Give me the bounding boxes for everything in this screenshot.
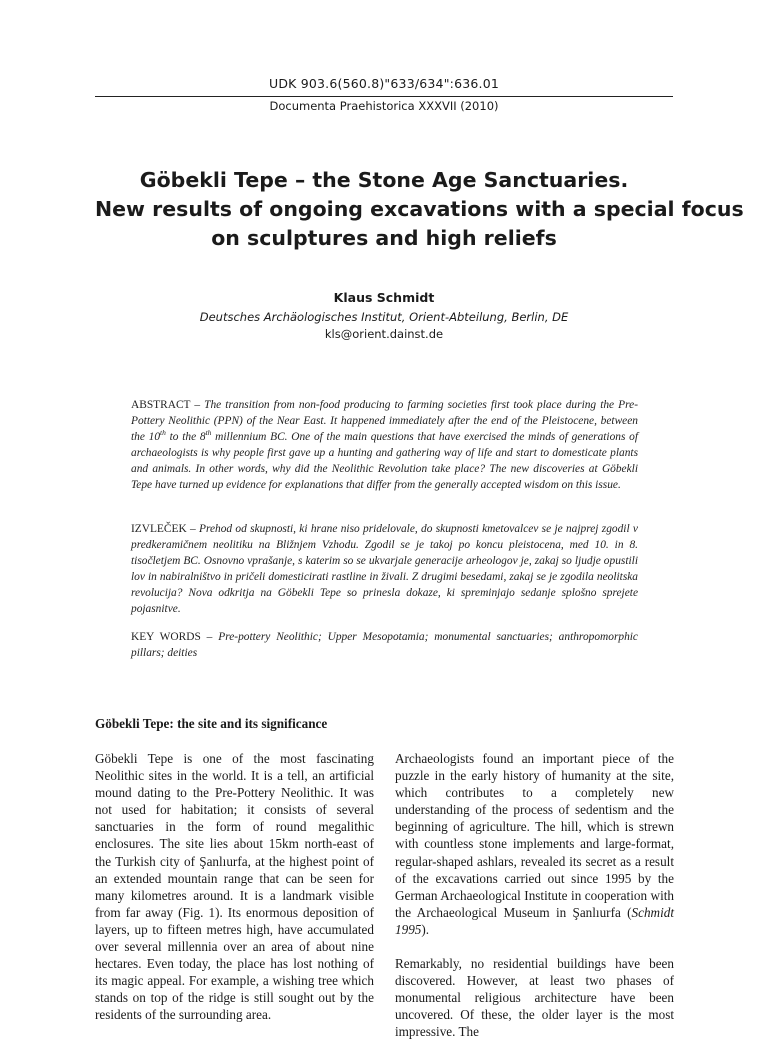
header-rule <box>95 96 673 97</box>
paper-title <box>95 166 744 253</box>
section-heading: Göbekli Tepe: the site and its significance <box>95 716 328 731</box>
abstract-separator: – <box>190 399 205 411</box>
abstract-text-part-1: The transition from non-food producing to farming societies first took place during the Pre-Pottery Neolithic (PPN) of the Near East. It happened immediately after the end of the Pleistocene, between the 10 <box>131 399 638 443</box>
title-line-2: New results of ongoing excavations with a special focus <box>95 197 744 221</box>
author-name: Klaus Schmidt <box>333 290 435 305</box>
citation-link[interactable]: Schmidt 1995 <box>395 904 674 937</box>
abstract-text-part-3: millennium BC. One of the main questions that have exercised the minds of generations of archaeologists is why people first gave up a hunting and gathering way of life and start to domesticate plants and animals. In other words, why did the Neolithic Revolution take place? The new discoveries at Göbekli Tepe have turned up evidence for explanations that differ from the generally accepted wisdom on this issue. <box>131 431 639 491</box>
author-affiliation: Deutsches Archäologisches Institut, Orient-Abteilung, Berlin, DE <box>199 310 569 324</box>
abstract-label: ABSTRACT <box>131 399 191 411</box>
keywords-text: Pre-pottery Neolithic; Upper Mesopotamia; monumental sanctuaries; anthropomorphic pillars; deities <box>131 631 638 659</box>
body-paragraph: Remarkably, no residential buildings have been discovered. However, at least two phases of monumental religious architecture have been uncovered. Of these, the older layer is the most impressive. The <box>395 956 674 1040</box>
body-paragraph: Göbekli Tepe is one of the most fascinating Neolithic sites in the world. It is a tell, an artificial mound dating to the Pre-Pottery Neolithic. It was not used for habitation; it consists of several sanctuaries in the form of round megalithic enclosures. The site lies about 15km north-east of the Turkish city of Şanlıurfa, at the highest point of an extended mountain range that can be seen for many kilometres around. It is a landmark visible from far away (Fig. 1). Its enormous deposition of layers, up to fifteen metres high, have accumulated over several millennia over an area of about nine hectares. Even today, the place has lost nothing of its magic appeal. For example, a wishing tree which stands on top of the ridge is still sought out by the residents of the surrounding area. <box>95 751 374 1023</box>
body-column-right <box>395 750 674 1041</box>
abstract-superscript-1: th <box>160 428 166 438</box>
keywords-block <box>131 629 638 661</box>
title-line-1: Göbekli Tepe – the Stone Age Sanctuaries. <box>139 168 629 192</box>
izvlecek-block <box>131 521 638 617</box>
udk-classification: UDK 903.6(560.8)"633/634":636.01 <box>268 76 500 91</box>
abstract-block <box>131 397 638 493</box>
body-paragraph <box>395 750 674 938</box>
keywords-label: KEY WORDS <box>131 631 201 643</box>
keywords-separator: – <box>200 631 219 643</box>
body-text: Archaeologists found an important piece of the puzzle in the early history of humanity at the site, which contributes to a completely new understanding of the process of sedentism and the beginning of agriculture. The hill, which is strewn with countless stone implements and large-format, regular-shaped ashlars, revealed its secret as a result of the excavations carried out since 1995 by the German Archaeological Institute in cooperation with the Archaeological Museum in Şanlıurfa ( <box>395 751 674 920</box>
abstract-superscript-2: th <box>205 428 212 438</box>
izvlecek-label: IZVLEČEK <box>131 523 187 535</box>
izvlecek-text: Prehod od skupnosti, ki hrane niso pridelovale, do skupnosti kmetovalcev se je najprej zgodil v predkeramičnem neolitiku na Bližnjem Vzhodu. Zgodil se je takoj po koncu pleistocena, med 10. in 8. tisočletjem BC. Osnovno vprašanje, s katerim so se ukvarjale generacije arheologov je, zakaj so ljudje opustili lov in nabiralništvo in pričeli domesticirati rastline in živali. Z drugimi besedami, zakaj se je zgodila neolitska revolucija? Nova odkritja na Göbekli Tepe so prinesla dokaze, ki spreminjajo sedanje splošno sprejete pojasnitve. <box>131 523 638 615</box>
body-column-left <box>95 750 374 1024</box>
body-text: ). <box>421 921 430 937</box>
abstract-text-part-2: to the 8 <box>165 431 206 443</box>
title-line-3: on sculptures and high reliefs <box>211 226 557 250</box>
author-email[interactable]: kls@orient.dainst.de <box>324 327 444 341</box>
izvlecek-separator: – <box>186 523 199 535</box>
journal-citation: Documenta Praehistorica XXXVII (2010) <box>269 99 499 113</box>
